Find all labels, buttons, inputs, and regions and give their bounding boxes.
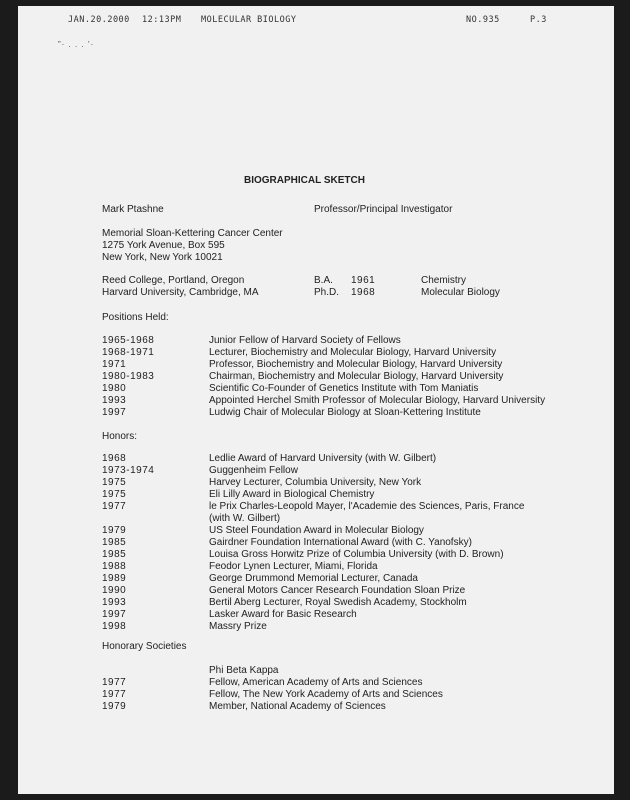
honor-text: US Steel Foundation Award in Molecular Biology: [209, 525, 424, 536]
corner-mark: ”· . . . ’·: [58, 40, 95, 49]
honor-year: 1990: [102, 585, 127, 596]
document-title: BIOGRAPHICAL SKETCH: [244, 175, 365, 186]
education-year: 1961: [351, 275, 376, 286]
honor-year: 1975: [102, 489, 127, 500]
position-text: Professor, Biochemistry and Molecular Biology, Harvard University: [209, 359, 503, 370]
position-text: Ludwig Chair of Molecular Biology at Sloan-Kettering Institute: [209, 407, 481, 418]
honor-text: Bertil Aberg Lecturer, Royal Swedish Academy, Stockholm: [209, 597, 467, 608]
honor-year: 1977: [102, 501, 127, 512]
honor-year: 1993: [102, 597, 127, 608]
position-text: Junior Fellow of Harvard Society of Fellows: [209, 335, 401, 346]
fax-department: MOLECULAR BIOLOGY: [201, 15, 297, 25]
person-role: Professor/Principal Investigator: [314, 204, 453, 215]
education-degree: B.A.: [314, 275, 333, 286]
honor-text: Harvey Lecturer, Columbia University, New York: [209, 477, 422, 488]
honor-year: 1989: [102, 573, 127, 584]
position-text: Chairman, Biochemistry and Molecular Biology, Harvard University: [209, 371, 504, 382]
address-line: 1275 York Avenue, Box 595: [102, 240, 225, 251]
document-page: [18, 6, 614, 794]
honor-text: General Motors Cancer Research Foundation Sloan Prize: [209, 585, 466, 596]
societies-heading: Honorary Societies: [102, 641, 187, 652]
honor-year: 1997: [102, 609, 127, 620]
education-year: 1968: [351, 287, 376, 298]
person-name: Mark Ptashne: [102, 204, 164, 215]
position-year: 1980: [102, 383, 127, 394]
position-year: 1965-1968: [102, 335, 155, 346]
honor-year: 1975: [102, 477, 127, 488]
fax-header: [18, 15, 614, 29]
fax-time: 12:13PM: [142, 15, 182, 25]
society-year: 1979: [102, 701, 127, 712]
society-text: Fellow, The New York Academy of Arts and Sciences: [209, 689, 443, 700]
position-year: 1968-1971: [102, 347, 155, 358]
education-institution: Reed College, Portland, Oregon: [102, 275, 245, 286]
honor-year: 1973-1974: [102, 465, 155, 476]
position-year: 1993: [102, 395, 127, 406]
education-field: Chemistry: [421, 275, 467, 286]
fax-page: P.3: [530, 15, 547, 25]
honor-text: Lasker Award for Basic Research: [209, 609, 357, 620]
honor-text: George Drummond Memorial Lecturer, Canada: [209, 573, 418, 584]
position-year: 1971: [102, 359, 127, 370]
honor-text: le Prix Charles-Leopold Mayer, l'Academie des Sciences, Paris, France: [209, 501, 525, 512]
education-institution: Harvard University, Cambridge, MA: [102, 287, 259, 298]
honor-year: 1985: [102, 549, 127, 560]
honors-heading: Honors:: [102, 431, 138, 442]
honor-text: Louisa Gross Horwitz Prize of Columbia University (with D. Brown): [209, 549, 504, 560]
address-line: New York, New York 10021: [102, 252, 223, 263]
honor-text: Ledlie Award of Harvard University (with W. Gilbert): [209, 453, 437, 464]
honor-text: Massry Prize: [209, 621, 267, 632]
honor-year: 1998: [102, 621, 127, 632]
position-year: 1980-1983: [102, 371, 155, 382]
society-text: Phi Beta Kappa: [209, 665, 279, 676]
fax-number: NO.935: [466, 15, 500, 25]
honor-text: Eli Lilly Award in Biological Chemistry: [209, 489, 375, 500]
position-text: Lecturer, Biochemistry and Molecular Biology, Harvard University: [209, 347, 497, 358]
honor-year: 1985: [102, 537, 127, 548]
position-text: Scientific Co-Founder of Genetics Institute with Tom Maniatis: [209, 383, 479, 394]
address-line: Memorial Sloan-Kettering Cancer Center: [102, 228, 283, 239]
honor-year: 1968: [102, 453, 127, 464]
society-year: 1977: [102, 677, 127, 688]
honor-year: 1988: [102, 561, 127, 572]
education-field: Molecular Biology: [421, 287, 500, 298]
honor-text: Feodor Lynen Lecturer, Miami, Florida: [209, 561, 378, 572]
honor-text: Gairdner Foundation International Award (with C. Yanofsky): [209, 537, 472, 548]
education-degree: Ph.D.: [314, 287, 340, 298]
society-text: Fellow, American Academy of Arts and Sciences: [209, 677, 423, 688]
positions-heading: Positions Held:: [102, 312, 169, 323]
society-text: Member, National Academy of Sciences: [209, 701, 386, 712]
position-year: 1997: [102, 407, 127, 418]
honor-text: (with W. Gilbert): [209, 513, 281, 524]
position-text: Appointed Herchel Smith Professor of Molecular Biology, Harvard University: [209, 395, 546, 406]
honor-text: Guggenheim Fellow: [209, 465, 298, 476]
honor-year: 1979: [102, 525, 127, 536]
society-year: 1977: [102, 689, 127, 700]
fax-date: JAN.20.2000: [68, 15, 130, 25]
